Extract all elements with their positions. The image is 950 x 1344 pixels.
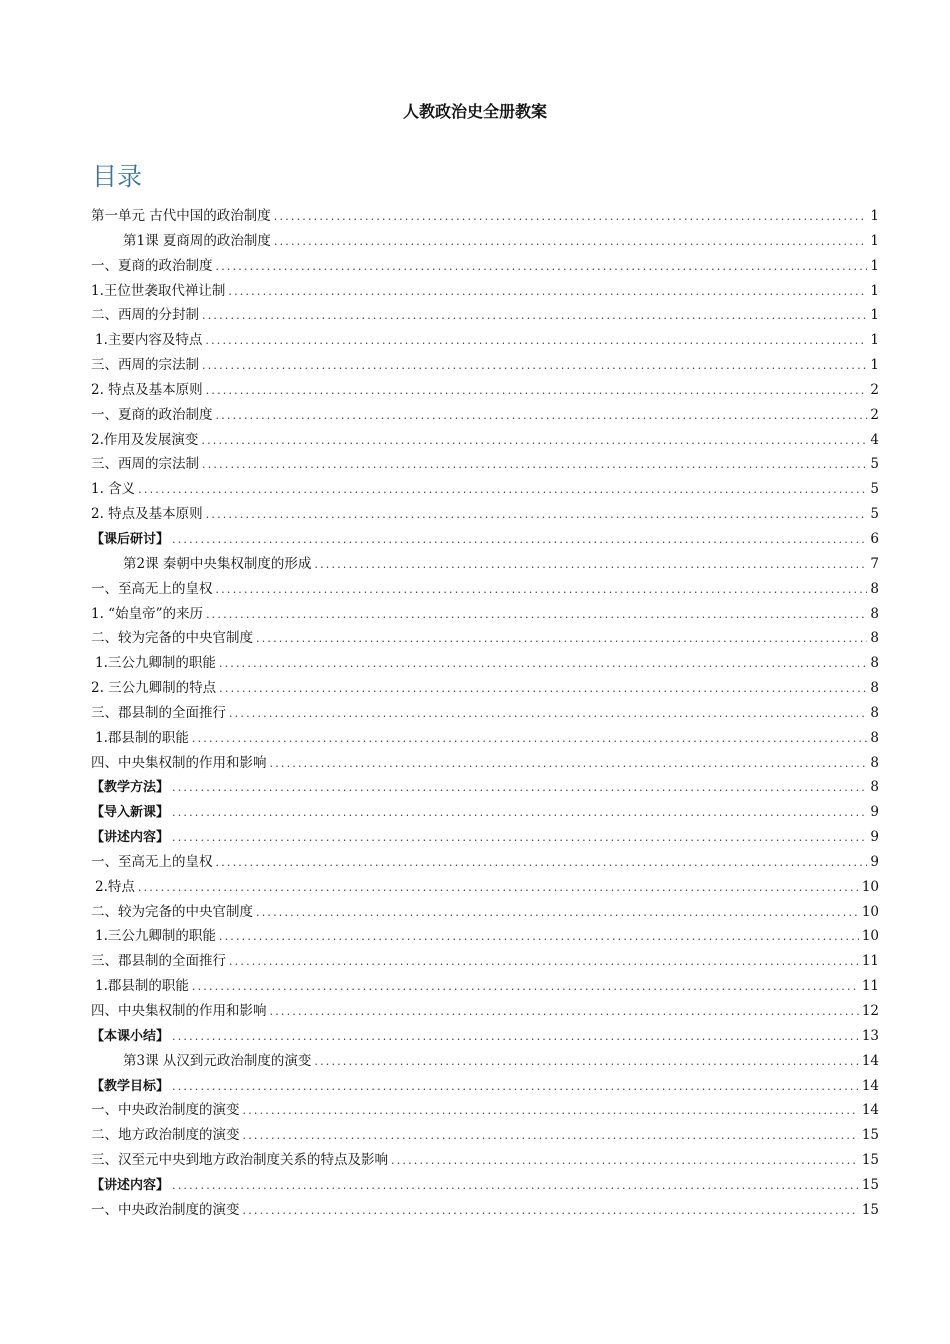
toc-entry-page: 1 — [870, 232, 879, 249]
toc-entry[interactable] — [91, 428, 879, 453]
toc-entry-page: 10 — [861, 928, 879, 945]
toc-dot-leader — [243, 1124, 859, 1149]
toc-entry[interactable] — [91, 651, 879, 676]
toc-entry-page: 13 — [861, 1027, 879, 1044]
toc-entry-title: 三、汉至元中央到地方政治制度关系的特点及影响 — [91, 1152, 388, 1169]
toc-entry-page: 11 — [861, 978, 879, 995]
toc-entry-title: 1.主要内容及特点 — [95, 332, 203, 349]
toc-dot-leader — [314, 1050, 858, 1075]
toc-dot-leader — [206, 503, 868, 528]
toc-entry-title: 二、较为完备的中央官制度 — [91, 630, 253, 647]
toc-dot-leader — [172, 1174, 859, 1199]
toc-entry-page: 1 — [870, 357, 879, 374]
toc-dot-leader — [206, 379, 868, 404]
toc-dot-leader — [274, 205, 868, 230]
toc-entry-title: 第2课 秦朝中央集权制度的形成 — [123, 555, 312, 572]
toc-entry-page: 8 — [870, 580, 879, 597]
toc-dot-leader — [270, 752, 868, 777]
toc-entry-page: 12 — [861, 1003, 879, 1019]
toc-dot-leader — [216, 404, 868, 429]
toc-entry-page: 8 — [870, 605, 879, 622]
toc-entry-title: 二、较为完备的中央官制度 — [91, 903, 253, 920]
toc-entry-title: 1. 含义 — [91, 481, 136, 498]
toc-entry-page: 11 — [861, 953, 879, 970]
toc-entry-page: 1 — [870, 332, 879, 349]
toc-entry-title: 【讲述内容】 — [91, 1177, 170, 1193]
toc-entry[interactable] — [91, 1148, 879, 1173]
toc-entry-title: 一、夏商的政治制度 — [91, 406, 213, 423]
table-of-contents — [91, 204, 879, 1223]
toc-entry-title: 第1课 夏商周的政治制度 — [123, 232, 271, 249]
toc-dot-leader — [219, 677, 867, 702]
toc-entry[interactable] — [91, 875, 879, 900]
toc-entry[interactable] — [91, 303, 879, 328]
toc-entry-title: 1.三公九卿制的职能 — [95, 655, 216, 672]
toc-entry[interactable] — [91, 1024, 879, 1049]
toc-entry[interactable] — [91, 279, 879, 304]
toc-entry-page: 8 — [870, 630, 879, 647]
toc-dot-leader — [274, 230, 868, 255]
toc-entry-title: 一、中央政治制度的演变 — [91, 1201, 240, 1218]
toc-entry-title: 2. 特点及基本原则 — [91, 506, 203, 523]
toc-dot-leader — [256, 627, 867, 652]
toc-entry-page: 8 — [870, 754, 879, 771]
toc-entry-page: 2 — [870, 381, 879, 398]
toc-dot-leader — [270, 1000, 859, 1025]
toc-heading: 目录 — [92, 162, 143, 191]
toc-entry[interactable] — [91, 1198, 879, 1223]
toc-dot-leader — [201, 429, 867, 454]
toc-dot-leader — [243, 1199, 859, 1224]
toc-entry-title: 三、郡县制的全面推行 — [91, 953, 226, 970]
toc-entry-page: 15 — [861, 1127, 879, 1144]
toc-dot-leader — [172, 1025, 859, 1050]
toc-dot-leader — [202, 453, 867, 478]
toc-entry-title: 第3课 从汉到元政治制度的演变 — [123, 1052, 312, 1069]
toc-dot-leader — [172, 776, 867, 801]
toc-dot-leader — [172, 1075, 859, 1100]
toc-entry[interactable] — [91, 825, 879, 850]
toc-entry[interactable] — [91, 527, 879, 552]
toc-dot-leader — [138, 478, 867, 503]
toc-dot-leader — [172, 528, 867, 553]
toc-entry[interactable] — [91, 751, 879, 776]
toc-dot-leader — [314, 553, 867, 578]
toc-entry-page: 5 — [870, 481, 879, 498]
toc-dot-leader — [192, 727, 868, 752]
toc-entry-page: 7 — [870, 555, 879, 572]
toc-entry-page: 2 — [870, 406, 879, 423]
toc-entry[interactable] — [91, 552, 879, 577]
toc-entry-title: 二、地方政治制度的演变 — [91, 1127, 240, 1144]
toc-entry[interactable] — [91, 477, 879, 502]
toc-entry[interactable] — [91, 353, 879, 378]
toc-entry-page: 1 — [870, 307, 879, 324]
toc-entry[interactable] — [91, 452, 879, 477]
toc-entry-title: 2. 三公九卿制的特点 — [91, 680, 217, 697]
toc-entry-page: 8 — [870, 704, 879, 721]
toc-entry-title: 一、中央政治制度的演变 — [91, 1102, 240, 1119]
toc-entry-title: 二、西周的分封制 — [91, 307, 199, 324]
toc-entry-page: 14 — [861, 1052, 879, 1069]
toc-entry-page: 10 — [861, 878, 879, 895]
toc-entry-page: 1 — [870, 208, 879, 224]
toc-entry-page: 8 — [870, 729, 879, 746]
toc-entry-title: 2. 特点及基本原则 — [91, 381, 203, 398]
toc-entry-title: 三、郡县制的全面推行 — [91, 704, 226, 721]
toc-entry[interactable] — [91, 254, 879, 279]
toc-entry-page: 15 — [861, 1201, 879, 1218]
toc-entry[interactable] — [91, 974, 879, 999]
toc-entry[interactable] — [91, 229, 879, 254]
toc-entry-page: 8 — [870, 680, 879, 697]
toc-entry-page: 8 — [870, 779, 879, 796]
toc-entry-title: 三、西周的宗法制 — [91, 357, 199, 374]
toc-entry-page: 9 — [870, 829, 879, 846]
toc-entry-title: 2.作用及发展演变 — [91, 431, 199, 448]
toc-entry-title: 1.王位世袭取代禅让制 — [91, 282, 226, 299]
toc-entry-title: 四、中央集权制的作用和影响 — [91, 1003, 267, 1019]
toc-entry[interactable] — [91, 502, 879, 527]
toc-entry-page: 10 — [861, 903, 879, 920]
toc-dot-leader — [391, 1149, 859, 1174]
toc-entry[interactable] — [91, 378, 879, 403]
toc-dot-leader — [219, 925, 859, 950]
toc-entry-title: 1.郡县制的职能 — [95, 729, 189, 746]
toc-entry[interactable] — [91, 676, 879, 701]
toc-entry[interactable] — [91, 999, 879, 1024]
toc-entry-title: 【本课小结】 — [91, 1028, 170, 1044]
toc-entry-title: 【教学方法】 — [91, 780, 170, 796]
toc-entry-title: 四、中央集权制的作用和影响 — [91, 754, 267, 771]
toc-dot-leader — [228, 280, 867, 305]
toc-entry-title: 一、至高无上的皇权 — [91, 580, 213, 597]
toc-dot-leader — [229, 702, 867, 727]
toc-entry-title: 【课后研讨】 — [91, 531, 170, 547]
toc-entry[interactable] — [91, 1074, 879, 1099]
toc-entry[interactable] — [91, 577, 879, 602]
toc-entry[interactable] — [91, 602, 879, 627]
toc-entry-page: 4 — [870, 431, 879, 448]
toc-entry[interactable] — [91, 775, 879, 800]
toc-entry[interactable] — [91, 701, 879, 726]
toc-dot-leader — [202, 304, 867, 329]
toc-entry-page: 15 — [861, 1152, 879, 1169]
toc-entry-page: 14 — [861, 1102, 879, 1119]
toc-dot-leader — [216, 851, 868, 876]
toc-entry-title: 【导入新课】 — [91, 805, 170, 821]
toc-entry[interactable] — [91, 1098, 879, 1123]
toc-entry[interactable] — [91, 1123, 879, 1148]
toc-entry[interactable] — [91, 1173, 879, 1198]
toc-entry-page: 6 — [870, 530, 879, 547]
toc-dot-leader — [206, 603, 867, 628]
toc-entry-title: 一、至高无上的皇权 — [91, 853, 213, 870]
toc-entry-title: 【讲述内容】 — [91, 830, 170, 846]
toc-entry[interactable] — [91, 924, 879, 949]
toc-dot-leader — [172, 801, 867, 826]
toc-entry-title: 1.三公九卿制的职能 — [95, 928, 216, 945]
toc-entry[interactable] — [91, 850, 879, 875]
toc-entry-title: 2.特点 — [95, 878, 135, 895]
toc-entry-page: 1 — [870, 282, 879, 299]
toc-dot-leader — [202, 354, 867, 379]
toc-entry[interactable] — [91, 949, 879, 974]
toc-entry-page: 9 — [870, 804, 879, 821]
toc-entry-title: 【教学目标】 — [91, 1078, 170, 1094]
toc-dot-leader — [172, 826, 867, 851]
toc-entry-page: 1 — [870, 257, 879, 274]
toc-entry-title: 一、夏商的政治制度 — [91, 257, 213, 274]
toc-entry-page: 5 — [870, 456, 879, 473]
toc-dot-leader — [243, 1099, 859, 1124]
toc-dot-leader — [219, 652, 868, 677]
toc-entry[interactable] — [91, 328, 879, 353]
toc-dot-leader — [138, 876, 859, 901]
toc-entry-page: 15 — [861, 1176, 879, 1193]
toc-entry-page: 5 — [870, 506, 879, 523]
toc-dot-leader — [216, 255, 868, 280]
toc-dot-leader — [256, 901, 859, 926]
toc-entry[interactable] — [91, 403, 879, 428]
toc-dot-leader — [216, 578, 868, 603]
toc-dot-leader — [192, 975, 859, 1000]
toc-entry[interactable] — [91, 726, 879, 751]
toc-entry[interactable] — [91, 1049, 879, 1074]
toc-entry-title: 1.郡县制的职能 — [95, 978, 189, 995]
toc-entry[interactable] — [91, 626, 879, 651]
toc-entry[interactable] — [91, 800, 879, 825]
toc-entry-page: 9 — [870, 853, 879, 870]
toc-entry[interactable] — [91, 900, 879, 925]
toc-entry-title: 三、西周的宗法制 — [91, 456, 199, 473]
toc-entry-page: 14 — [861, 1077, 879, 1094]
toc-entry[interactable] — [91, 204, 879, 229]
toc-entry-title: 1. “始皇帝”的来历 — [91, 605, 203, 622]
toc-dot-leader — [205, 329, 867, 354]
toc-entry-page: 8 — [870, 655, 879, 672]
document-title: 人教政治史全册教案 — [402, 102, 547, 121]
toc-dot-leader — [229, 950, 859, 975]
toc-entry-title: 第一单元 古代中国的政治制度 — [91, 208, 271, 224]
